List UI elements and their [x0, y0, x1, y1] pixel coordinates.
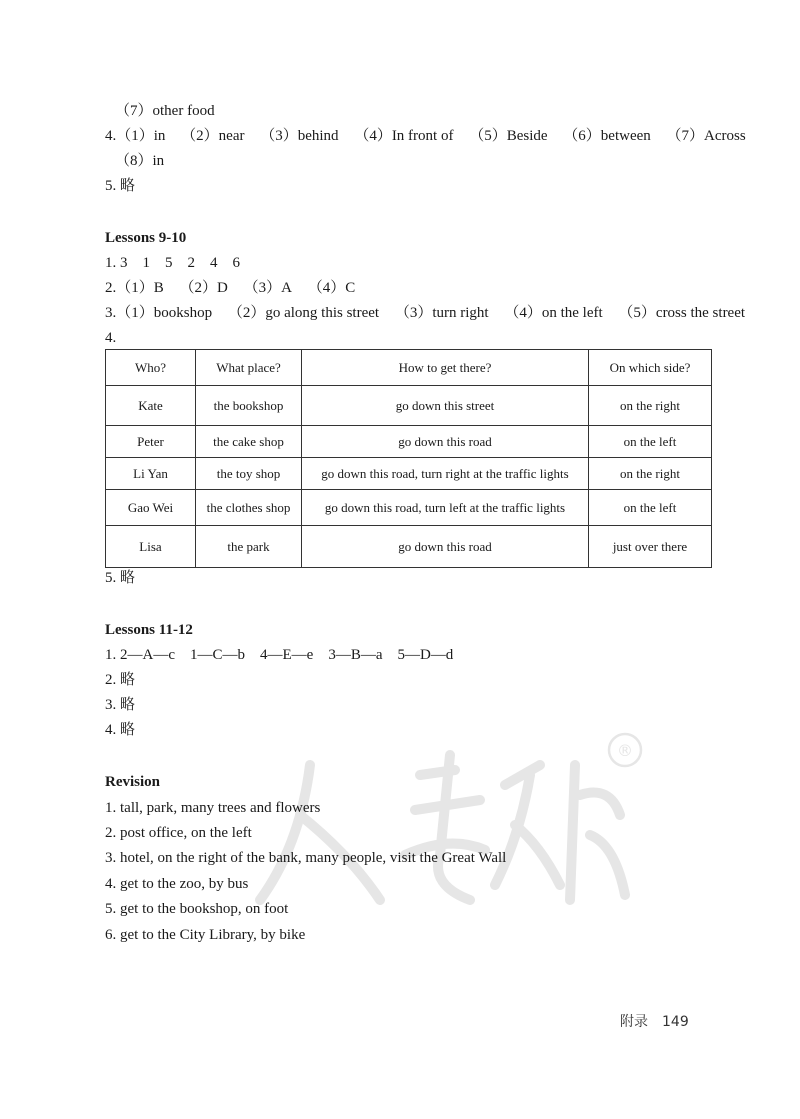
table-cell: the toy shop — [196, 458, 302, 490]
revision-item: 5. get to the bookshop, on foot — [105, 901, 289, 917]
table-cell: Li Yan — [106, 458, 196, 490]
question-2-answers — [105, 278, 355, 298]
question-4-answer: 4. 略 — [105, 722, 136, 738]
answer: 3.（1）bookshop — [105, 305, 213, 321]
table-cell: Kate — [106, 386, 196, 426]
answer: （4）on the left — [504, 305, 603, 321]
answer: （3）turn right — [394, 305, 489, 321]
question-3-answer: 3. 略 — [105, 697, 136, 713]
question-5-answer: 5. 略 — [105, 178, 136, 194]
question-5-answer: 5. 略 — [105, 570, 136, 586]
table-cell: Gao Wei — [106, 490, 196, 526]
answer: 2.（1）B — [105, 280, 164, 296]
question-1-answer: 1. 3 1 5 2 4 6 — [105, 255, 241, 271]
directions-table — [105, 349, 712, 568]
answer: （2）D — [179, 280, 228, 296]
question-4-answers-cont: （8）in — [115, 153, 165, 169]
table-row — [106, 458, 712, 490]
question-3-answers — [105, 303, 745, 323]
column-header-who: Who? — [106, 350, 196, 386]
table-row — [106, 490, 712, 526]
answer: （3）A — [243, 280, 292, 296]
column-header-how: How to get there? — [302, 350, 589, 386]
table-cell: go down this street — [302, 386, 589, 426]
revision-item: 3. hotel, on the right of the bank, many people, visit the Great Wall — [105, 850, 507, 866]
table-cell: Peter — [106, 426, 196, 458]
table-row — [106, 386, 712, 426]
revision-item: 4. get to the zoo, by bus — [105, 876, 249, 892]
column-header-place: What place? — [196, 350, 302, 386]
table-cell: on the right — [589, 458, 712, 490]
table-row — [106, 426, 712, 458]
question-1-answer: 1. 2—A—c 1—C—b 4—E—e 3—B—a 5—D—d — [105, 647, 454, 663]
answer: （7）Across — [666, 128, 746, 144]
table-cell: on the left — [589, 426, 712, 458]
table-cell: Lisa — [106, 526, 196, 568]
column-header-side: On which side? — [589, 350, 712, 386]
revision-item: 2. post office, on the left — [105, 825, 252, 841]
table-cell: go down this road — [302, 526, 589, 568]
table-cell: just over there — [589, 526, 712, 568]
table-cell: on the left — [589, 490, 712, 526]
table-cell: go down this road, turn right at the traffic lights — [302, 458, 589, 490]
table-cell: go down this road, turn left at the traffic lights — [302, 490, 589, 526]
answer: （2）near — [181, 128, 245, 144]
answer: （3）behind — [260, 128, 339, 144]
revision-item: 1. tall, park, many trees and flowers — [105, 800, 321, 816]
table-row — [106, 526, 712, 568]
section-heading-lessons-9-10: Lessons 9-10 — [105, 230, 187, 246]
revision-item: 6. get to the City Library, by bike — [105, 927, 306, 943]
answer: （5）Beside — [469, 128, 548, 144]
page-number: 149 — [662, 1014, 689, 1030]
svg-text:®: ® — [617, 741, 633, 760]
answer: （6）between — [563, 128, 651, 144]
footer-section-label: 附录 — [620, 1014, 648, 1030]
item-7-continuation: （7）other food — [115, 103, 215, 119]
table-cell: on the right — [589, 386, 712, 426]
answer: （5）cross the street — [618, 305, 746, 321]
answer: （4）C — [307, 280, 356, 296]
table-cell: the cake shop — [196, 426, 302, 458]
answer: （2）go along this street — [227, 305, 380, 321]
publisher-watermark — [240, 725, 660, 915]
table-cell: the park — [196, 526, 302, 568]
answer: 4.（1）in — [105, 128, 166, 144]
question-4-label: 4. — [105, 330, 117, 346]
answer: （4）In front of — [354, 128, 454, 144]
page-footer — [620, 1011, 689, 1031]
table-cell: the clothes shop — [196, 490, 302, 526]
question-2-answer: 2. 略 — [105, 672, 136, 688]
table-header-row — [106, 350, 712, 386]
table-cell: go down this road — [302, 426, 589, 458]
question-4-answers — [105, 126, 746, 146]
section-heading-revision: Revision — [105, 774, 161, 790]
table-cell: the bookshop — [196, 386, 302, 426]
section-heading-lessons-11-12: Lessons 11-12 — [105, 622, 193, 638]
